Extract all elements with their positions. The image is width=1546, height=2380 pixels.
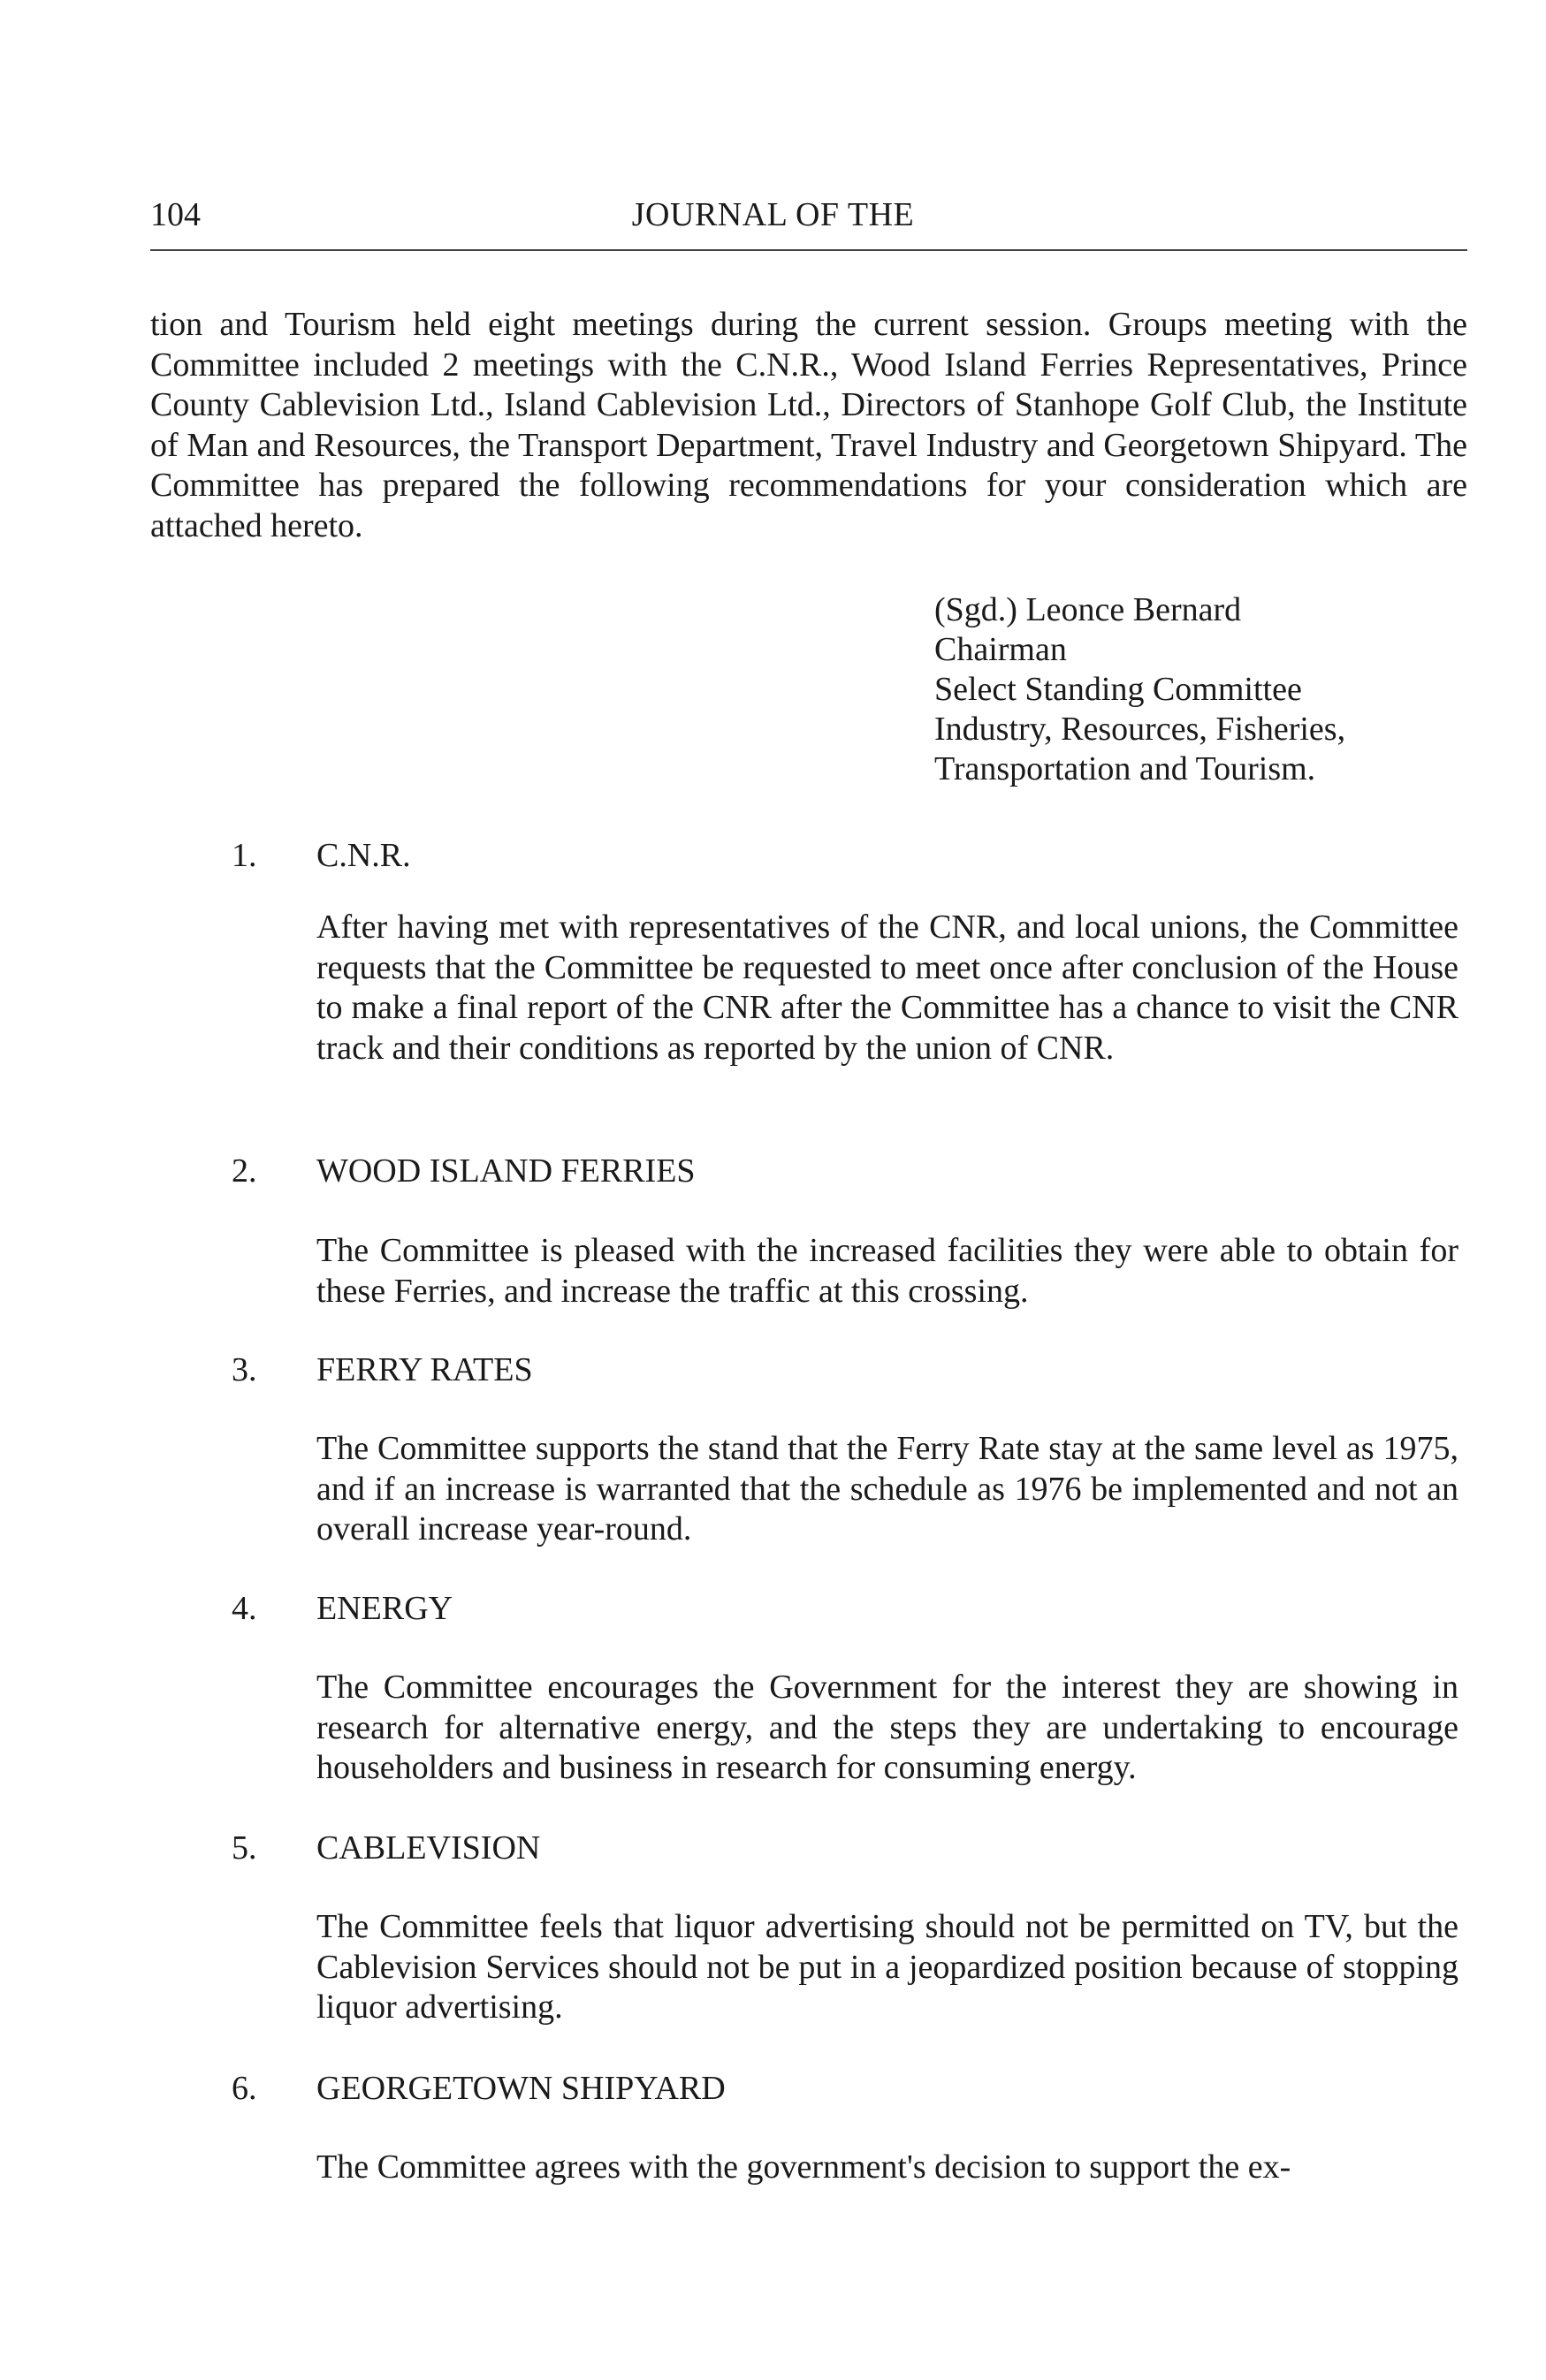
item-number: 5. [232,1829,257,1867]
page-number: 104 [150,196,201,233]
item-number: 4. [232,1590,257,1627]
intro-paragraph: tion and Tourism held eight meetings during the current session. Groups meeting with the Committee included 2 meetings with the C.N.R., Wood Island Ferries Representatives, Prince County Cablevision Ltd., Island Cablevision Ltd., Directors of Stanhope Golf Club, the Institute of Man and Resources, the Transport Department, Travel Industry and Georgetown Shipyard. The Committee has prepared the following recommendations for your consideration which are attached hereto. [150,306,1467,544]
item-heading: C.N.R. [316,837,411,874]
item-heading: CABLEVISION [316,1829,541,1867]
item-number: 3. [232,1351,257,1388]
item-number: 6. [232,2070,257,2107]
header-rule [150,249,1467,251]
signature-line: Industry, Resources, Fisheries, [934,711,1346,748]
signature-line: Select Standing Committee [934,671,1302,708]
item-number: 2. [232,1152,257,1190]
item-heading: GEORGETOWN SHIPYARD [316,2070,726,2107]
item-body: The Committee agrees with the government's decision to support the ex- [316,2148,1291,2186]
item-body: The Committee supports the stand that the Ferry Rate stay at the same level as 1975, and if an increase is warranted that the schedule as 1976 be implemented and not an overall increase year-round. [316,1430,1458,1547]
item-body: After having met with representatives of the CNR, and local unions, the Committee requests that the Committee be requested to meet once after conclusion of the House to make a final report of the CNR after the Committee has a chance to visit the CNR track and their conditions as reported by the union of CNR. [316,909,1458,1067]
item-heading: FERRY RATES [316,1351,533,1388]
signature-line: Transportation and Tourism. [934,750,1316,787]
item-number: 1. [232,837,257,874]
running-head: JOURNAL OF THE [631,196,915,233]
item-body: The Committee is pleased with the increased facilities they were able to obtain for these Ferries, and increase the traffic at this crossing. [316,1232,1458,1310]
item-body: The Committee encourages the Government for the interest they are showing in research for alternative energy, and the steps they are undertaking to encourage householders and business in research for consuming energy. [316,1669,1458,1786]
item-body: The Committee feels that liquor advertising should not be permitted on TV, but the Cablevision Services should not be put in a jeopardized position because of stopping liquor advertising. [316,1908,1458,2026]
signature-block [934,590,1345,789]
item-heading: ENERGY [316,1590,453,1627]
signature-line: (Sgd.) Leonce Bernard [934,591,1242,628]
signature-line: Chairman [934,631,1067,668]
item-heading: WOOD ISLAND FERRIES [316,1152,696,1190]
